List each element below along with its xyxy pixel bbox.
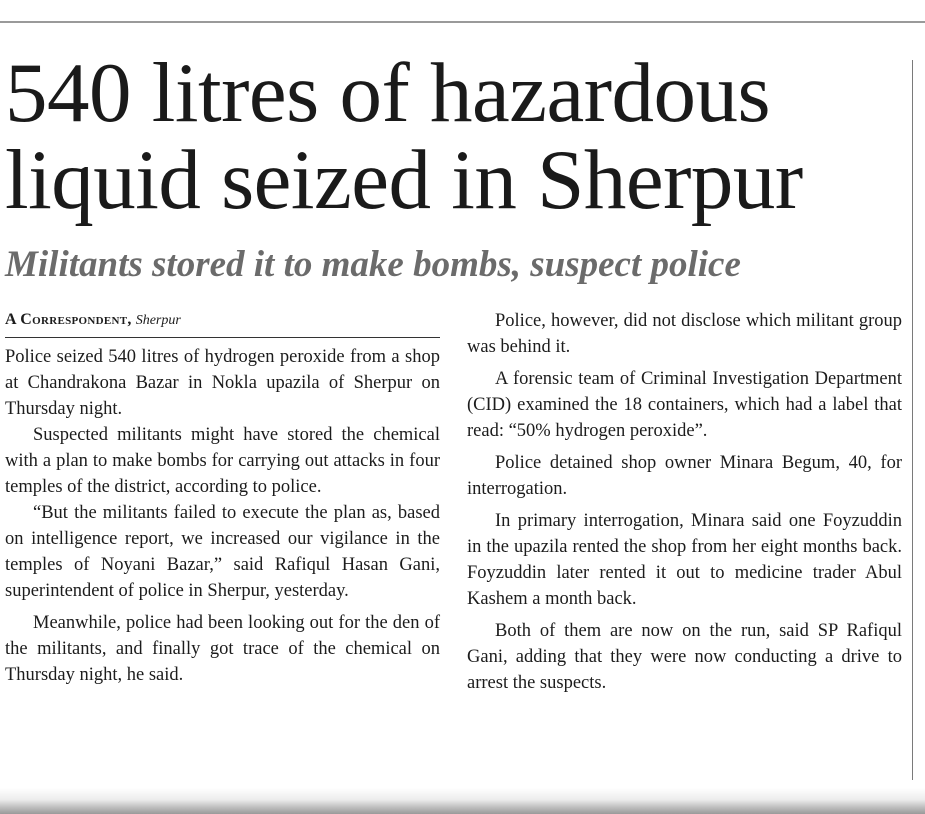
article-column-right [467,308,902,696]
top-rule [0,21,925,23]
column-rule [912,60,913,780]
paragraph: A forensic team of Criminal Investigation Department (CID) examined the 18 containers, which had a label that read: “50% hydrogen peroxide”. [467,369,902,441]
byline-name: A Correspondent, [5,311,132,328]
paragraph: “But the militants failed to execute the plan as, based on intelligence report, we increased our vigilance in the temples of Noyani Bazar,” said Rafiqul Hasan Gani, superintendent of police in Sherpur, yesterday. [5,503,440,601]
article-column-left [5,344,440,688]
paragraph: In primary interrogation, Minara said one Foyzuddin in the upazila rented the shop from her eight months back. Foyzuddin later rented it out to medicine trader Abul Kashem a month back. [467,511,902,609]
paragraph: Both of them are now on the run, said SP Rafiqul Gani, adding that they were now conducting a drive to arrest the suspects. [467,621,902,693]
headline: 540 litres of hazardous liquid seized in Sherpur [5,46,803,227]
paragraph: Police, however, did not disclose which militant group was behind it. [467,311,902,357]
subheadline: Militants stored it to make bombs, suspect police [5,244,741,285]
byline-place: Sherpur [135,313,181,328]
paragraph: Police detained shop owner Minara Begum, 40, for interrogation. [467,453,902,499]
paragraph: Police seized 540 litres of hydrogen peroxide from a shop at Chandrakona Bazar in Nokla upazila of Sherpur on Thursday night. [5,347,440,419]
byline [5,309,440,338]
paragraph: Suspected militants might have stored the chemical with a plan to make bombs for carrying out attacks in four temples of the district, according to police. [5,425,440,497]
page-edge-shadow [0,788,925,814]
paragraph: Meanwhile, police had been looking out for the den of the militants, and finally got trace of the chemical on Thursday night, he said. [5,613,440,685]
